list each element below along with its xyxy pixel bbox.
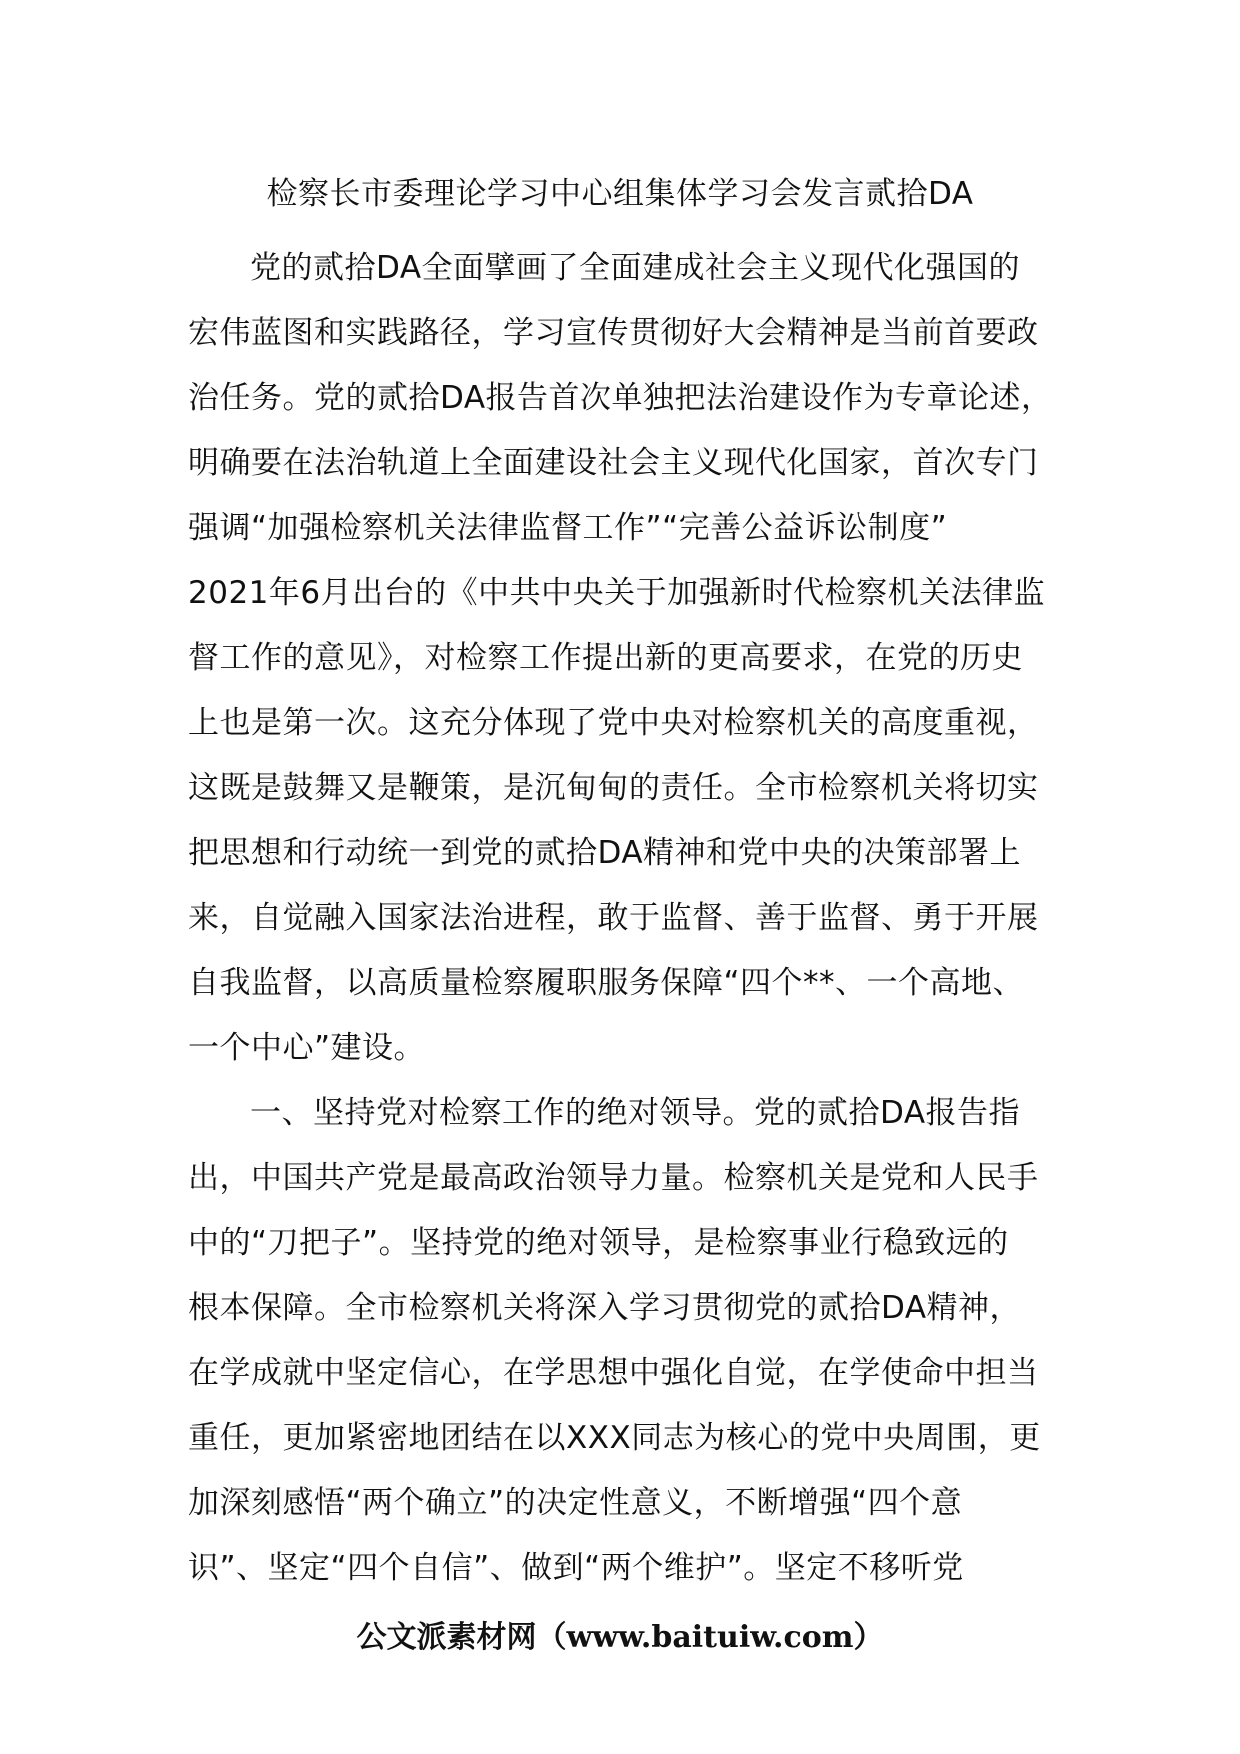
document-title: 检察长市委理论学习中心组集体学习会发言贰拾DA	[266, 176, 974, 212]
text-line: 加深刻感悟“两个确立”的决定性意义，不断增强“四个意	[188, 1485, 963, 1521]
paragraph-2	[188, 1081, 1068, 1601]
text-line: 自我监督，以高质量检察履职服务保障“四个**、一个高地、	[188, 965, 1025, 1001]
text-line: 出，中国共产党是最高政治领导力量。检察机关是党和人民手	[188, 1160, 1039, 1196]
text-line: 一、坚持党对检察工作的绝对领导。党的贰拾DA报告指	[250, 1095, 1021, 1131]
text-line: 督工作的意见》，对检察工作提出新的更高要求，在党的历史	[188, 640, 1023, 676]
text-line: 重任，更加紧密地团结在以XXX同志为核心的党中央周围，更	[188, 1420, 1041, 1456]
text-line: 一个中心”建设。	[188, 1030, 426, 1066]
text-line: 根本保障。全市检察机关将深入学习贯彻党的贰拾DA精神，	[188, 1290, 1022, 1326]
text-line: 宏伟蓝图和实践路径，学习宣传贯彻好大会精神是当前首要政	[188, 315, 1039, 351]
text-line: 党的贰拾DA全面擘画了全面建成社会主义现代化强国的	[250, 250, 1021, 286]
text-line: 明确要在法治轨道上全面建设社会主义现代化国家，首次专门	[188, 445, 1039, 481]
text-line: 治任务。党的贰拾DA报告首次单独把法治建设作为专章论述，	[188, 380, 1053, 416]
text-line: 强调“加强检察机关法律监督工作”“完善公益诉讼制度”	[188, 510, 948, 546]
text-line: 2021年6月出台的《中共中央关于加强新时代检察机关法律监	[188, 575, 1046, 611]
text-line: 在学成就中坚定信心，在学思想中强化自觉，在学使命中担当	[188, 1355, 1039, 1391]
text-line: 识”、坚定“四个自信”、做到“两个维护”。坚定不移听党	[188, 1550, 964, 1586]
paragraph-1	[188, 236, 1068, 1081]
text-line: 来，自觉融入国家法治进程，敢于监督、善于监督、勇于开展	[188, 900, 1039, 936]
text-line: 把思想和行动统一到党的贰拾DA精神和党中央的决策部署上	[188, 835, 1022, 871]
text-line: 这既是鼓舞又是鞭策，是沉甸甸的责任。全市检察机关将切实	[188, 770, 1039, 806]
text-line: 中的“刀把子”。坚持党的绝对领导，是检察事业行稳致远的	[188, 1225, 1009, 1261]
text-line: 上也是第一次。这充分体现了党中央对检察机关的高度重视，	[188, 705, 1039, 741]
footer-watermark: 公文派素材网（www.baituiw.com）	[356, 1620, 884, 1655]
document-body	[188, 236, 1068, 1601]
